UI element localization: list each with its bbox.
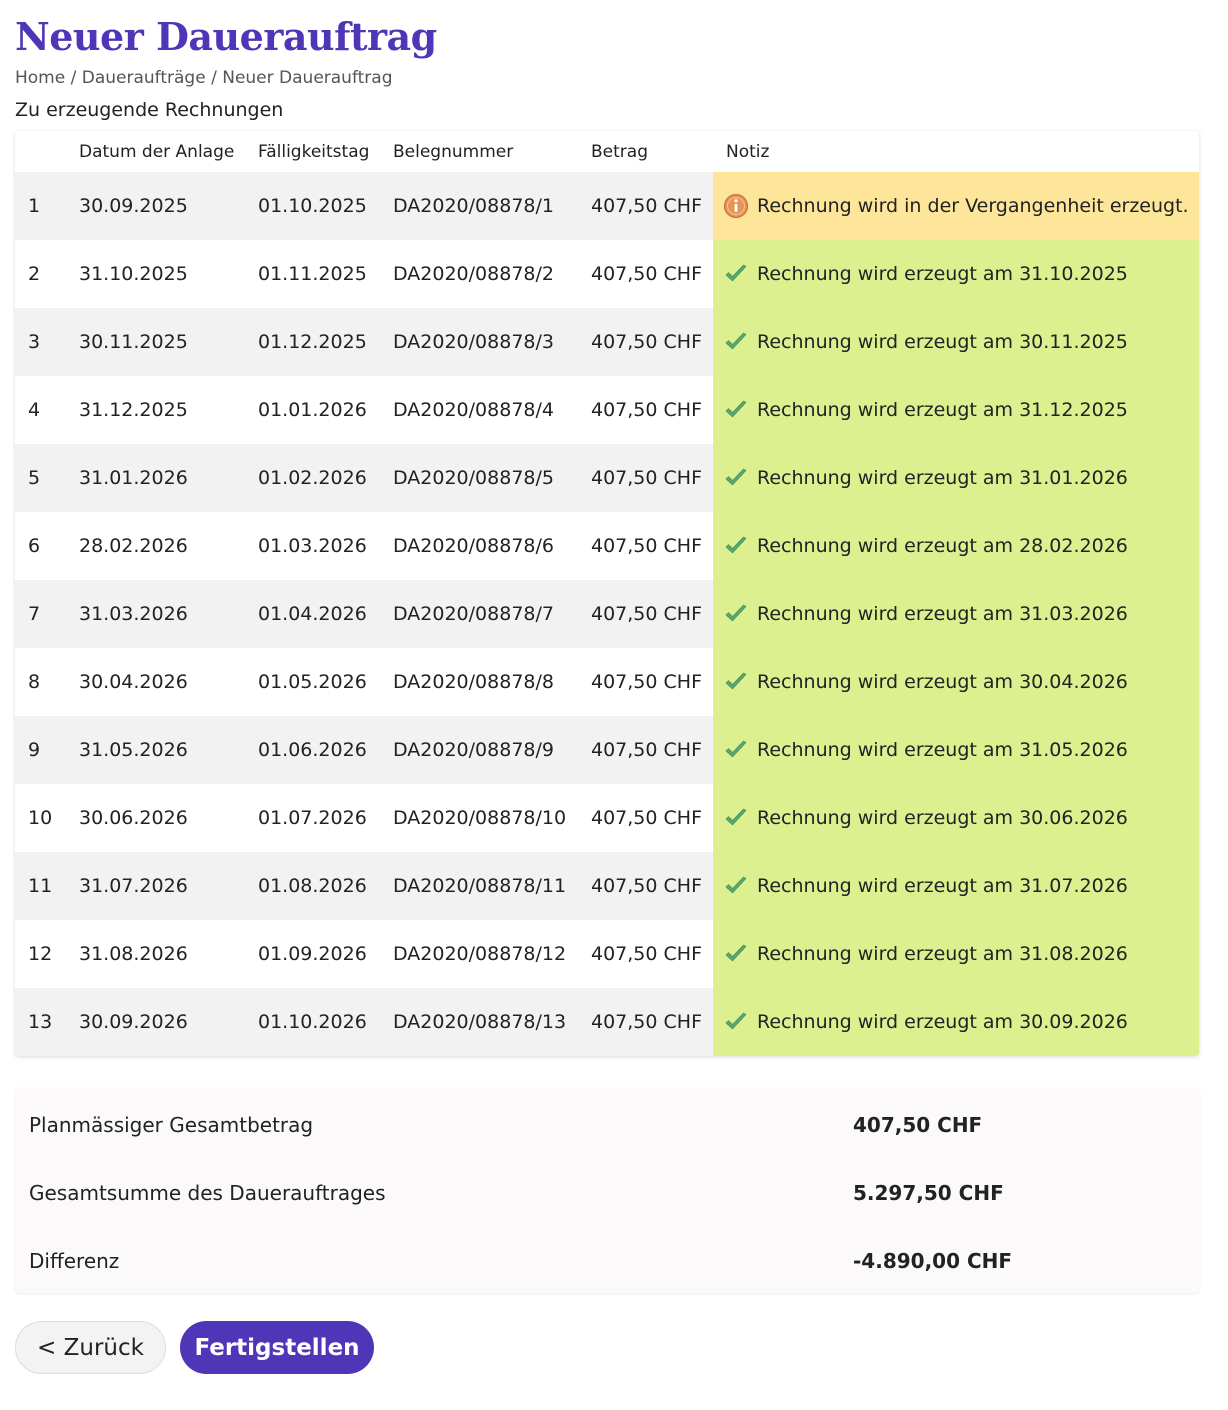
- table-row: [15, 376, 1199, 444]
- row-number: 13: [15, 988, 66, 1056]
- row-number: 3: [15, 308, 66, 376]
- table-row: [15, 784, 1199, 852]
- order-total-label: Gesamtsumme des Dauerauftrages: [29, 1181, 386, 1205]
- document-number: DA2020/08878/4: [380, 376, 578, 444]
- breadcrumb-home[interactable]: Home: [15, 68, 66, 88]
- amount: 407,50 CHF: [578, 172, 713, 240]
- amount: 407,50 CHF: [578, 308, 713, 376]
- created-date: 31.10.2025: [66, 240, 245, 308]
- document-number: DA2020/08878/11: [380, 852, 578, 920]
- document-number: DA2020/08878/1: [380, 172, 578, 240]
- created-date: 31.03.2026: [66, 580, 245, 648]
- summary-panel: [15, 1088, 1199, 1293]
- due-date: 01.04.2026: [245, 580, 380, 648]
- column-header-note: Notiz: [726, 141, 770, 162]
- note-cell: [713, 920, 1199, 988]
- checkmark-icon: [723, 261, 749, 287]
- row-number: 9: [15, 716, 66, 784]
- info-warning-icon: [723, 193, 749, 219]
- document-number: DA2020/08878/2: [380, 240, 578, 308]
- checkmark-icon: [723, 397, 749, 423]
- planned-total-value: 407,50 CHF: [853, 1113, 983, 1137]
- column-header-created: Datum der Anlage: [79, 141, 235, 162]
- due-date: 01.02.2026: [245, 444, 380, 512]
- due-date: 01.12.2025: [245, 308, 380, 376]
- note-text: Rechnung wird in der Vergangenheit erzeugt.: [757, 195, 1189, 217]
- row-number: 12: [15, 920, 66, 988]
- note-cell: [713, 308, 1199, 376]
- document-number: DA2020/08878/5: [380, 444, 578, 512]
- document-number: DA2020/08878/8: [380, 648, 578, 716]
- invoices-table: [15, 131, 1199, 1056]
- amount: 407,50 CHF: [578, 716, 713, 784]
- note-text: Rechnung wird erzeugt am 31.03.2026: [757, 603, 1128, 625]
- note-text: Rechnung wird erzeugt am 31.01.2026: [757, 467, 1128, 489]
- summary-row-total: [15, 1159, 1199, 1227]
- note-cell: [713, 444, 1199, 512]
- table-row: [15, 716, 1199, 784]
- row-number: 2: [15, 240, 66, 308]
- planned-total-label: Planmässiger Gesamtbetrag: [29, 1113, 314, 1137]
- column-header-due: Fälligkeitstag: [258, 141, 370, 162]
- created-date: 30.09.2025: [66, 172, 245, 240]
- difference-value: -4.890,00 CHF: [853, 1249, 1013, 1273]
- due-date: 01.10.2025: [245, 172, 380, 240]
- document-number: DA2020/08878/3: [380, 308, 578, 376]
- created-date: 31.05.2026: [66, 716, 245, 784]
- created-date: 31.07.2026: [66, 852, 245, 920]
- created-date: 30.09.2026: [66, 988, 245, 1056]
- note-cell: [713, 648, 1199, 716]
- due-date: 01.03.2026: [245, 512, 380, 580]
- note-text: Rechnung wird erzeugt am 31.10.2025: [757, 263, 1128, 285]
- note-text: Rechnung wird erzeugt am 30.06.2026: [757, 807, 1128, 829]
- note-cell: [713, 172, 1199, 240]
- row-number: 1: [15, 172, 66, 240]
- note-cell: [713, 716, 1199, 784]
- note-cell: [713, 988, 1199, 1056]
- table-row: [15, 648, 1199, 716]
- row-number: 8: [15, 648, 66, 716]
- amount: 407,50 CHF: [578, 444, 713, 512]
- note-text: Rechnung wird erzeugt am 30.11.2025: [757, 331, 1128, 353]
- page-title: Neuer Dauerauftrag: [15, 14, 437, 59]
- row-number: 11: [15, 852, 66, 920]
- summary-row-planned: [15, 1091, 1199, 1159]
- note-text: Rechnung wird erzeugt am 31.08.2026: [757, 943, 1128, 965]
- note-cell: [713, 376, 1199, 444]
- table-row: [15, 852, 1199, 920]
- note-cell: [713, 784, 1199, 852]
- breadcrumb-separator: /: [205, 68, 223, 88]
- due-date: 01.05.2026: [245, 648, 380, 716]
- column-header-amount: Betrag: [591, 141, 648, 162]
- amount: 407,50 CHF: [578, 240, 713, 308]
- note-text: Rechnung wird erzeugt am 31.07.2026: [757, 875, 1128, 897]
- note-text: Rechnung wird erzeugt am 30.09.2026: [757, 1011, 1128, 1033]
- checkmark-icon: [723, 465, 749, 491]
- table-row: [15, 240, 1199, 308]
- breadcrumb-separator: /: [65, 68, 82, 88]
- table-row: [15, 920, 1199, 988]
- column-header-document-number: Belegnummer: [393, 141, 514, 162]
- table-row: [15, 512, 1199, 580]
- row-number: 4: [15, 376, 66, 444]
- due-date: 01.11.2025: [245, 240, 380, 308]
- table-row: [15, 988, 1199, 1056]
- column-header-nr: [15, 131, 66, 172]
- due-date: 01.09.2026: [245, 920, 380, 988]
- checkmark-icon: [723, 1009, 749, 1035]
- note-text: Rechnung wird erzeugt am 30.04.2026: [757, 671, 1128, 693]
- document-number: DA2020/08878/7: [380, 580, 578, 648]
- note-cell: [713, 512, 1199, 580]
- note-cell: [713, 580, 1199, 648]
- checkmark-icon: [723, 805, 749, 831]
- amount: 407,50 CHF: [578, 648, 713, 716]
- amount: 407,50 CHF: [578, 376, 713, 444]
- amount: 407,50 CHF: [578, 852, 713, 920]
- amount: 407,50 CHF: [578, 784, 713, 852]
- checkmark-icon: [723, 669, 749, 695]
- due-date: 01.08.2026: [245, 852, 380, 920]
- amount: 407,50 CHF: [578, 512, 713, 580]
- document-number: DA2020/08878/6: [380, 512, 578, 580]
- checkmark-icon: [723, 601, 749, 627]
- checkmark-icon: [723, 941, 749, 967]
- created-date: 31.08.2026: [66, 920, 245, 988]
- note-text: Rechnung wird erzeugt am 31.05.2026: [757, 739, 1128, 761]
- table-row: [15, 172, 1199, 240]
- document-number: DA2020/08878/12: [380, 920, 578, 988]
- breadcrumb-standing-orders[interactable]: Daueraufträge: [81, 68, 206, 88]
- checkmark-icon: [723, 737, 749, 763]
- table-header-row: [15, 131, 1199, 172]
- document-number: DA2020/08878/9: [380, 716, 578, 784]
- finish-button[interactable]: Fertigstellen: [180, 1321, 374, 1374]
- row-number: 7: [15, 580, 66, 648]
- note-cell: [713, 852, 1199, 920]
- row-number: 6: [15, 512, 66, 580]
- row-number: 10: [15, 784, 66, 852]
- due-date: 01.06.2026: [245, 716, 380, 784]
- order-total-value: 5.297,50 CHF: [853, 1181, 1004, 1205]
- row-number: 5: [15, 444, 66, 512]
- created-date: 28.02.2026: [66, 512, 245, 580]
- document-number: DA2020/08878/13: [380, 988, 578, 1056]
- amount: 407,50 CHF: [578, 580, 713, 648]
- created-date: 30.06.2026: [66, 784, 245, 852]
- created-date: 31.01.2026: [66, 444, 245, 512]
- section-title: Zu erzeugende Rechnungen: [15, 99, 284, 121]
- checkmark-icon: [723, 873, 749, 899]
- checkmark-icon: [723, 329, 749, 355]
- amount: 407,50 CHF: [578, 920, 713, 988]
- created-date: 31.12.2025: [66, 376, 245, 444]
- table-row: [15, 580, 1199, 648]
- note-cell: [713, 240, 1199, 308]
- breadcrumb: [15, 66, 393, 90]
- due-date: 01.01.2026: [245, 376, 380, 444]
- table-row: [15, 308, 1199, 376]
- breadcrumb-current: Neuer Dauerauftrag: [222, 68, 393, 88]
- note-text: Rechnung wird erzeugt am 31.12.2025: [757, 399, 1128, 421]
- summary-row-difference: [15, 1227, 1199, 1295]
- due-date: 01.10.2026: [245, 988, 380, 1056]
- difference-label: Differenz: [29, 1249, 120, 1273]
- table-row: [15, 444, 1199, 512]
- checkmark-icon: [723, 533, 749, 559]
- back-button[interactable]: < Zurück: [15, 1321, 166, 1374]
- note-text: Rechnung wird erzeugt am 28.02.2026: [757, 535, 1128, 557]
- due-date: 01.07.2026: [245, 784, 380, 852]
- amount: 407,50 CHF: [578, 988, 713, 1056]
- document-number: DA2020/08878/10: [380, 784, 578, 852]
- created-date: 30.11.2025: [66, 308, 245, 376]
- created-date: 30.04.2026: [66, 648, 245, 716]
